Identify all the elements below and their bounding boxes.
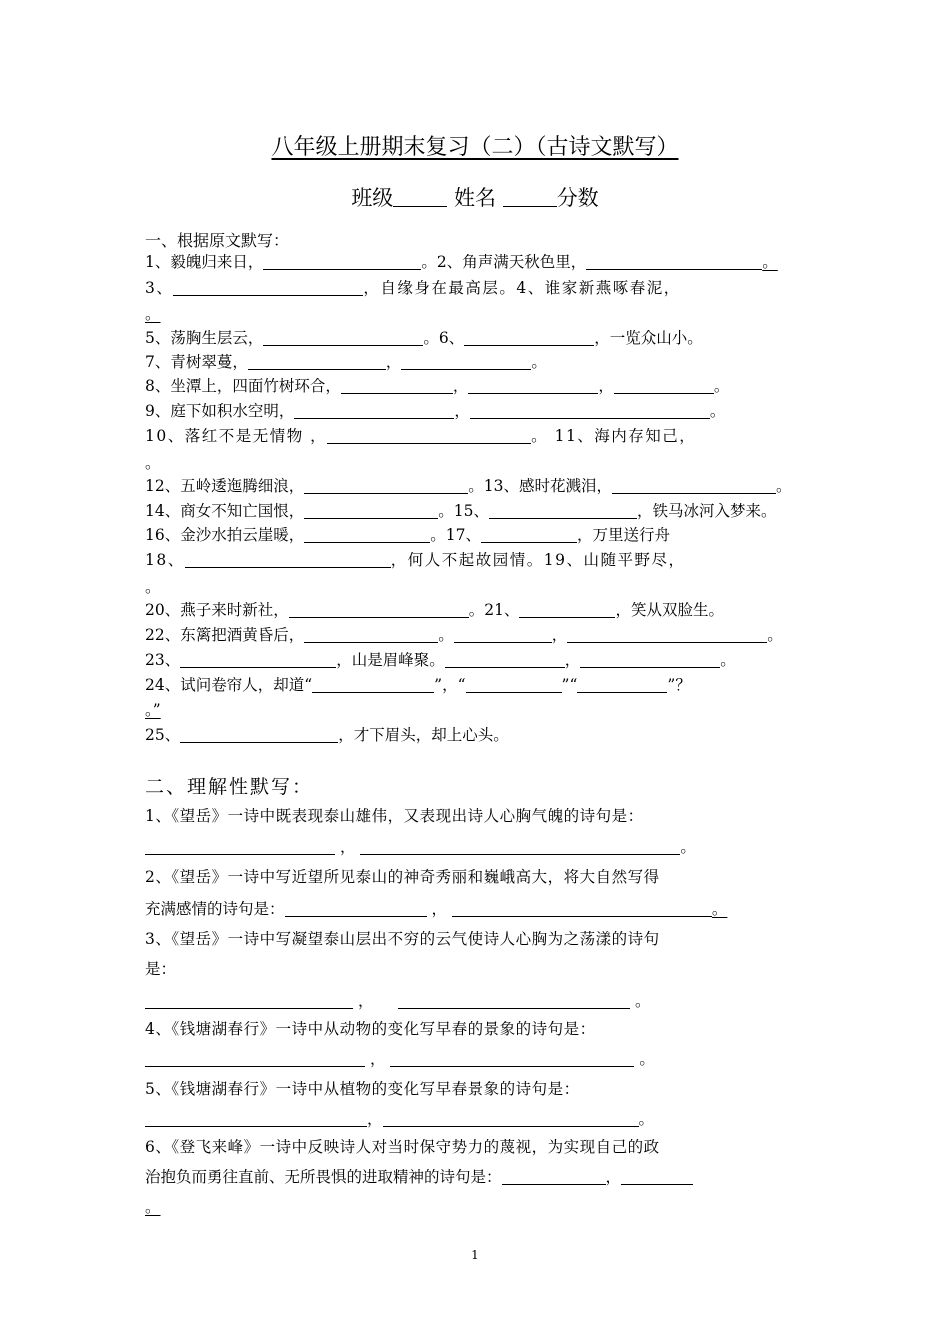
- text: 。: [713, 377, 730, 395]
- blank[interactable]: [567, 624, 767, 643]
- text: 5、荡胸生层云，: [145, 329, 264, 347]
- class-label: 班级: [351, 186, 394, 210]
- text: 14、商女不知亡国恨，: [145, 502, 305, 520]
- text: 。: [720, 651, 736, 669]
- text: 3、: [145, 279, 174, 297]
- blank[interactable]: [383, 1108, 639, 1127]
- text: 。: [639, 1050, 655, 1068]
- s1-line-13: [145, 623, 783, 648]
- page-number: 1: [471, 1248, 479, 1262]
- blank[interactable]: [481, 524, 577, 543]
- text: 治抱负而勇往直前、无所畏惧的进取精神的诗句是：: [145, 1168, 502, 1186]
- blank[interactable]: [312, 674, 434, 693]
- text: 。17、: [430, 526, 481, 544]
- student-info-line: [0, 182, 950, 214]
- section1-heading: 一、根据原文默写：: [145, 231, 290, 250]
- blank[interactable]: [180, 649, 336, 668]
- text: 。: [711, 900, 728, 918]
- blank[interactable]: [454, 624, 552, 643]
- text: ，铁马冰河入梦来。: [636, 502, 777, 520]
- blank[interactable]: [145, 990, 353, 1009]
- text: 。: [767, 626, 783, 644]
- s2-q6-end: [145, 1192, 161, 1222]
- blank[interactable]: [327, 425, 531, 444]
- blank[interactable]: [445, 649, 565, 668]
- text: ”？: [667, 676, 691, 694]
- text: 。6、: [423, 329, 465, 347]
- blank[interactable]: [145, 1108, 367, 1127]
- text: 18、: [145, 551, 185, 569]
- text: 。”: [145, 701, 161, 719]
- text: 8、坐潭上，四面竹树环合，: [145, 377, 341, 395]
- text: 。: [531, 353, 547, 371]
- page-title: [0, 132, 950, 164]
- blank[interactable]: [180, 724, 338, 743]
- text: ，: [369, 1050, 386, 1068]
- text: ，笑从双脸生。: [615, 601, 724, 619]
- s2-q4-answer: [145, 1044, 655, 1074]
- text: 。: [635, 992, 651, 1010]
- blank[interactable]: [304, 624, 438, 643]
- blank[interactable]: [390, 1048, 634, 1067]
- text: 。: [145, 305, 161, 323]
- s2-q4: 4、《钱塘湖春行》一诗中从动物的变化写早春的景象的诗句是：: [145, 1020, 596, 1038]
- text: 。: [638, 1110, 655, 1128]
- blank[interactable]: [304, 475, 468, 494]
- page-title-text: 八年级上册期末复习（二）（古诗文默写）: [271, 135, 679, 160]
- text: ，: [605, 1168, 622, 1186]
- text: 。: [762, 253, 778, 271]
- blank[interactable]: [577, 674, 667, 693]
- blank[interactable]: [398, 990, 630, 1009]
- text: 。: [775, 477, 792, 495]
- text: ，: [454, 402, 470, 420]
- text: 。: [680, 838, 696, 856]
- s1-line-7: [145, 424, 696, 449]
- text: 22、东篱把酒黄昏后，: [145, 626, 305, 644]
- text: ，自缘身在最高层。4、谁家新燕啄春泥，: [363, 279, 681, 297]
- text: 1、毅魄归来日，: [145, 253, 264, 271]
- text: ，何人不起故园情。19、山随平野尽，: [390, 551, 686, 569]
- s2-q1: 1、《望岳》一诗中既表现泰山雄伟，又表现出诗人心胸气魄的诗句是：: [145, 807, 644, 825]
- blank[interactable]: [614, 375, 714, 394]
- s2-q3-line2: 是：: [145, 960, 177, 978]
- text: 7、青树翠蔓，: [145, 353, 248, 371]
- blank[interactable]: [263, 327, 423, 346]
- text: 23、: [145, 651, 181, 669]
- text: 。: [438, 626, 454, 644]
- text: ”，“: [434, 676, 466, 694]
- text: 24、试问卷帘人，却道“: [145, 676, 313, 694]
- s2-q5: 5、《钱塘湖春行》一诗中从植物的变化写早春景象的诗句是：: [145, 1080, 580, 1098]
- blank[interactable]: [289, 599, 469, 618]
- blank[interactable]: [464, 327, 594, 346]
- text: ，: [431, 900, 447, 918]
- s1-line-11: [145, 548, 685, 573]
- blank[interactable]: [519, 599, 615, 618]
- text: 。: [709, 402, 726, 420]
- text: 。2、角声满天秋色里，: [421, 253, 587, 271]
- text: ，: [385, 353, 402, 371]
- text: 。: [145, 454, 161, 472]
- blank[interactable]: [621, 1166, 693, 1185]
- s1-line-12: [145, 598, 724, 623]
- text: 充满感情的诗句是：: [145, 900, 285, 918]
- s2-q1-answer: [145, 832, 696, 862]
- name-blank[interactable]: [503, 186, 557, 207]
- s2-q3-answer: [145, 986, 651, 1016]
- blank[interactable]: [248, 351, 386, 370]
- text: ，: [367, 1110, 383, 1128]
- s1-line-14: [145, 648, 736, 673]
- text: ”: [561, 676, 570, 694]
- blank[interactable]: [466, 674, 562, 693]
- blank[interactable]: [452, 898, 712, 917]
- blank[interactable]: [185, 549, 391, 568]
- s1-line-15-end: [145, 698, 161, 723]
- text: 10、落红不是无情物 ，: [145, 427, 328, 445]
- score-label: 分数: [556, 186, 599, 210]
- blank[interactable]: [285, 898, 427, 917]
- blank[interactable]: [145, 1048, 365, 1067]
- text: ，才下眉头，却上心头。: [338, 726, 509, 744]
- text: ，: [357, 992, 374, 1010]
- s1-line-10: [145, 523, 670, 548]
- s1-line-7-end: [145, 451, 161, 476]
- text: ，: [598, 377, 614, 395]
- blank[interactable]: [612, 475, 776, 494]
- text: 9、庭下如积水空明，: [145, 402, 295, 420]
- section2-heading: 二、理解性默写：: [145, 776, 314, 798]
- s2-q2: 2、《望岳》一诗中写近望所见泰山的神奇秀丽和巍峨高大，将大自然写得: [145, 868, 660, 886]
- s2-q5-answer: [145, 1104, 654, 1134]
- text: 。15、: [438, 502, 489, 520]
- text: ，山是眉峰聚。: [336, 651, 445, 669]
- s2-q2-line2: [145, 894, 727, 924]
- text: 25、: [145, 726, 181, 744]
- text: ，: [551, 626, 568, 644]
- text: 。21、: [468, 601, 520, 619]
- s1-line-1: [145, 250, 778, 275]
- s1-line-9: [145, 499, 776, 524]
- s1-line-6: [145, 399, 725, 424]
- s1-line-2: [145, 276, 681, 301]
- text: ，: [564, 651, 581, 669]
- text: ，万里送行舟: [576, 526, 670, 544]
- s1-line-8: [145, 474, 791, 499]
- blank[interactable]: [470, 400, 710, 419]
- blank[interactable]: [586, 251, 762, 270]
- text: 12、五岭逶迤腾细浪，: [145, 477, 305, 495]
- text: 20、燕子来时新社，: [145, 601, 289, 619]
- s1-line-4: [145, 350, 547, 375]
- name-label: 姓名: [454, 186, 496, 210]
- s2-q6-line2: [145, 1162, 693, 1192]
- s1-line-5: [145, 374, 729, 399]
- text: 。 11、海内存知己，: [531, 427, 697, 445]
- blank[interactable]: [263, 251, 421, 270]
- s1-line-15: [145, 673, 691, 698]
- text: 16、金沙水拍云崖暖，: [145, 526, 305, 544]
- blank[interactable]: [502, 1166, 606, 1185]
- blank[interactable]: [489, 500, 637, 519]
- blank[interactable]: [341, 375, 453, 394]
- text: 。13、感时花溅泪，: [468, 477, 612, 495]
- text: ，: [452, 377, 469, 395]
- s1-line-2-end: [145, 302, 161, 327]
- s1-line-16: [145, 723, 509, 748]
- s2-q6: 6、《登飞来峰》一诗中反映诗人对当时保守势力的蔑视，为实现自己的政: [145, 1138, 660, 1156]
- blank[interactable]: [580, 649, 720, 668]
- blank[interactable]: [294, 400, 454, 419]
- text: 。: [145, 1198, 161, 1216]
- blank[interactable]: [304, 524, 430, 543]
- s1-line-11-end: [145, 575, 161, 600]
- class-blank[interactable]: [393, 186, 447, 207]
- s1-line-3: [145, 326, 703, 351]
- text: “: [569, 676, 578, 694]
- blank[interactable]: [304, 500, 438, 519]
- blank[interactable]: [145, 836, 335, 855]
- blank[interactable]: [468, 375, 598, 394]
- blank[interactable]: [401, 351, 531, 370]
- blank[interactable]: [173, 277, 363, 296]
- text: 。: [145, 578, 161, 596]
- text: ，: [339, 838, 356, 856]
- s2-q3: 3、《望岳》一诗中写凝望泰山层出不穷的云气使诗人心胸为之荡漾的诗句: [145, 930, 660, 948]
- text: ，一览众山小。: [594, 329, 703, 347]
- blank[interactable]: [360, 836, 680, 855]
